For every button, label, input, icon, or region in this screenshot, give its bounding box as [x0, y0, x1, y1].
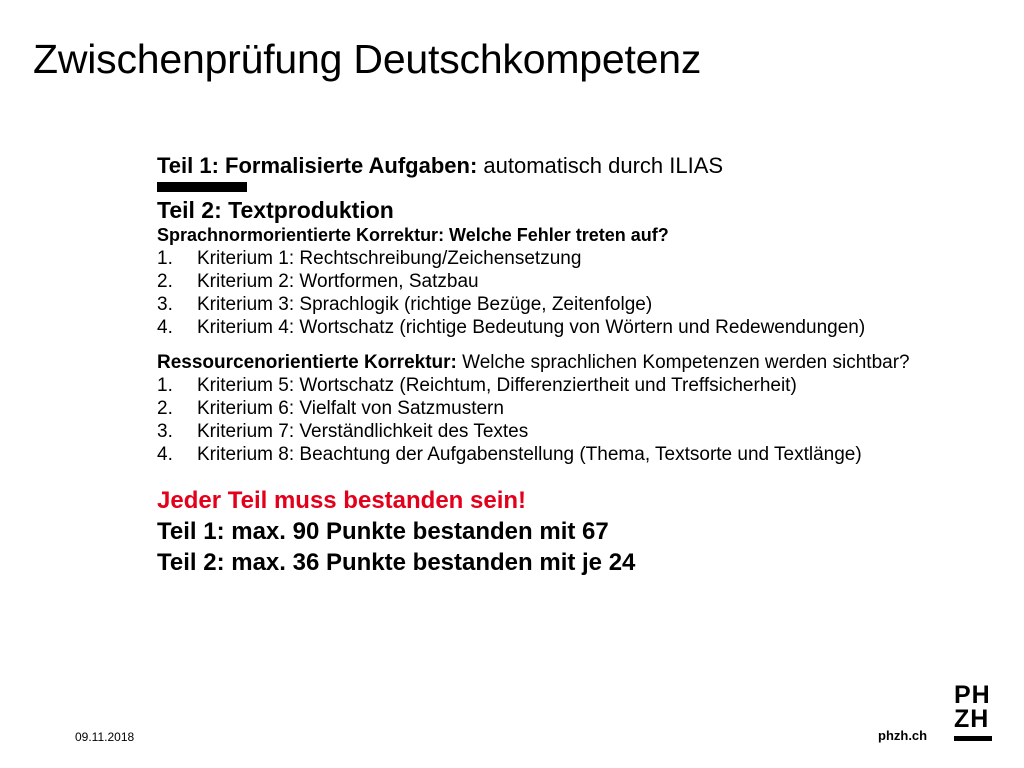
list-item-number: 2. [157, 398, 173, 419]
teil1-line [157, 152, 987, 180]
list-item-text: Kriterium 5: Wortschatz (Reichtum, Differenziertheit und Treffsicherheit) [197, 375, 797, 396]
list-item [157, 270, 987, 293]
list-item-number: 3. [157, 294, 173, 315]
list-item-text: Kriterium 6: Vielfalt von Satzmustern [197, 398, 504, 419]
list-item [157, 316, 987, 339]
ressourcen-list [157, 374, 987, 466]
footer-date: 09.11.2018 [75, 730, 135, 744]
teil2-score: Teil 2: max. 36 Punkte bestanden mit je 24 [157, 549, 636, 576]
sprachnorm-heading: Sprachnormorientierte Korrektur: Welche Fehler treten auf? [157, 225, 669, 245]
list-item-number: 1. [157, 375, 173, 396]
sprachnorm-list [157, 247, 987, 339]
teil1-score: Teil 1: max. 90 Punkte bestanden mit 67 [157, 518, 609, 545]
ressourcen-heading [157, 351, 987, 374]
list-item-number: 4. [157, 317, 173, 338]
list-item-number: 4. [157, 444, 173, 465]
list-item-text: Kriterium 4: Wortschatz (richtige Bedeutung von Wörtern und Redewendungen) [197, 317, 866, 338]
list-item-text: Kriterium 3: Sprachlogik (richtige Bezüge, Zeitenfolge) [197, 294, 653, 315]
list-item-text: Kriterium 1: Rechtschreibung/Zeichensetzung [197, 248, 582, 269]
list-item-number: 2. [157, 271, 173, 292]
list-item [157, 443, 987, 466]
ressourcen-text: Welche sprachlichen Kompetenzen werden sichtbar? [456, 352, 910, 373]
list-item-text: Kriterium 7: Verständlichkeit des Textes [197, 421, 529, 442]
logo-bottom-text: ZH [954, 705, 990, 733]
teil1-label: Teil 1: Formalisierte Aufgaben: [157, 153, 478, 178]
list-item [157, 397, 987, 420]
list-item [157, 420, 987, 443]
slide-content [157, 152, 987, 578]
list-item-number: 1. [157, 248, 173, 269]
list-item [157, 293, 987, 316]
list-item [157, 247, 987, 270]
phzh-logo [954, 683, 994, 741]
list-item-number: 3. [157, 421, 173, 442]
pass-warning: Jeder Teil muss bestanden sein! [157, 487, 527, 514]
slide-title: Zwischenprüfung Deutschkompetenz [33, 36, 702, 82]
footer-url: phzh.ch [878, 728, 928, 743]
logo-bar [954, 736, 992, 741]
list-item-text: Kriterium 8: Beachtung der Aufgabenstellung (Thema, Textsorte und Textlänge) [197, 444, 862, 465]
list-item [157, 374, 987, 397]
ressourcen-label: Ressourcenorientierte Korrektur: [157, 352, 457, 373]
teil1-underline-bar [157, 182, 247, 192]
results-block [157, 485, 987, 578]
teil1-text: automatisch durch ILIAS [477, 153, 724, 178]
list-item-text: Kriterium 2: Wortformen, Satzbau [197, 271, 479, 292]
teil2-heading: Teil 2: Textproduktion [157, 197, 394, 223]
logo-top-text: PH [954, 681, 991, 709]
